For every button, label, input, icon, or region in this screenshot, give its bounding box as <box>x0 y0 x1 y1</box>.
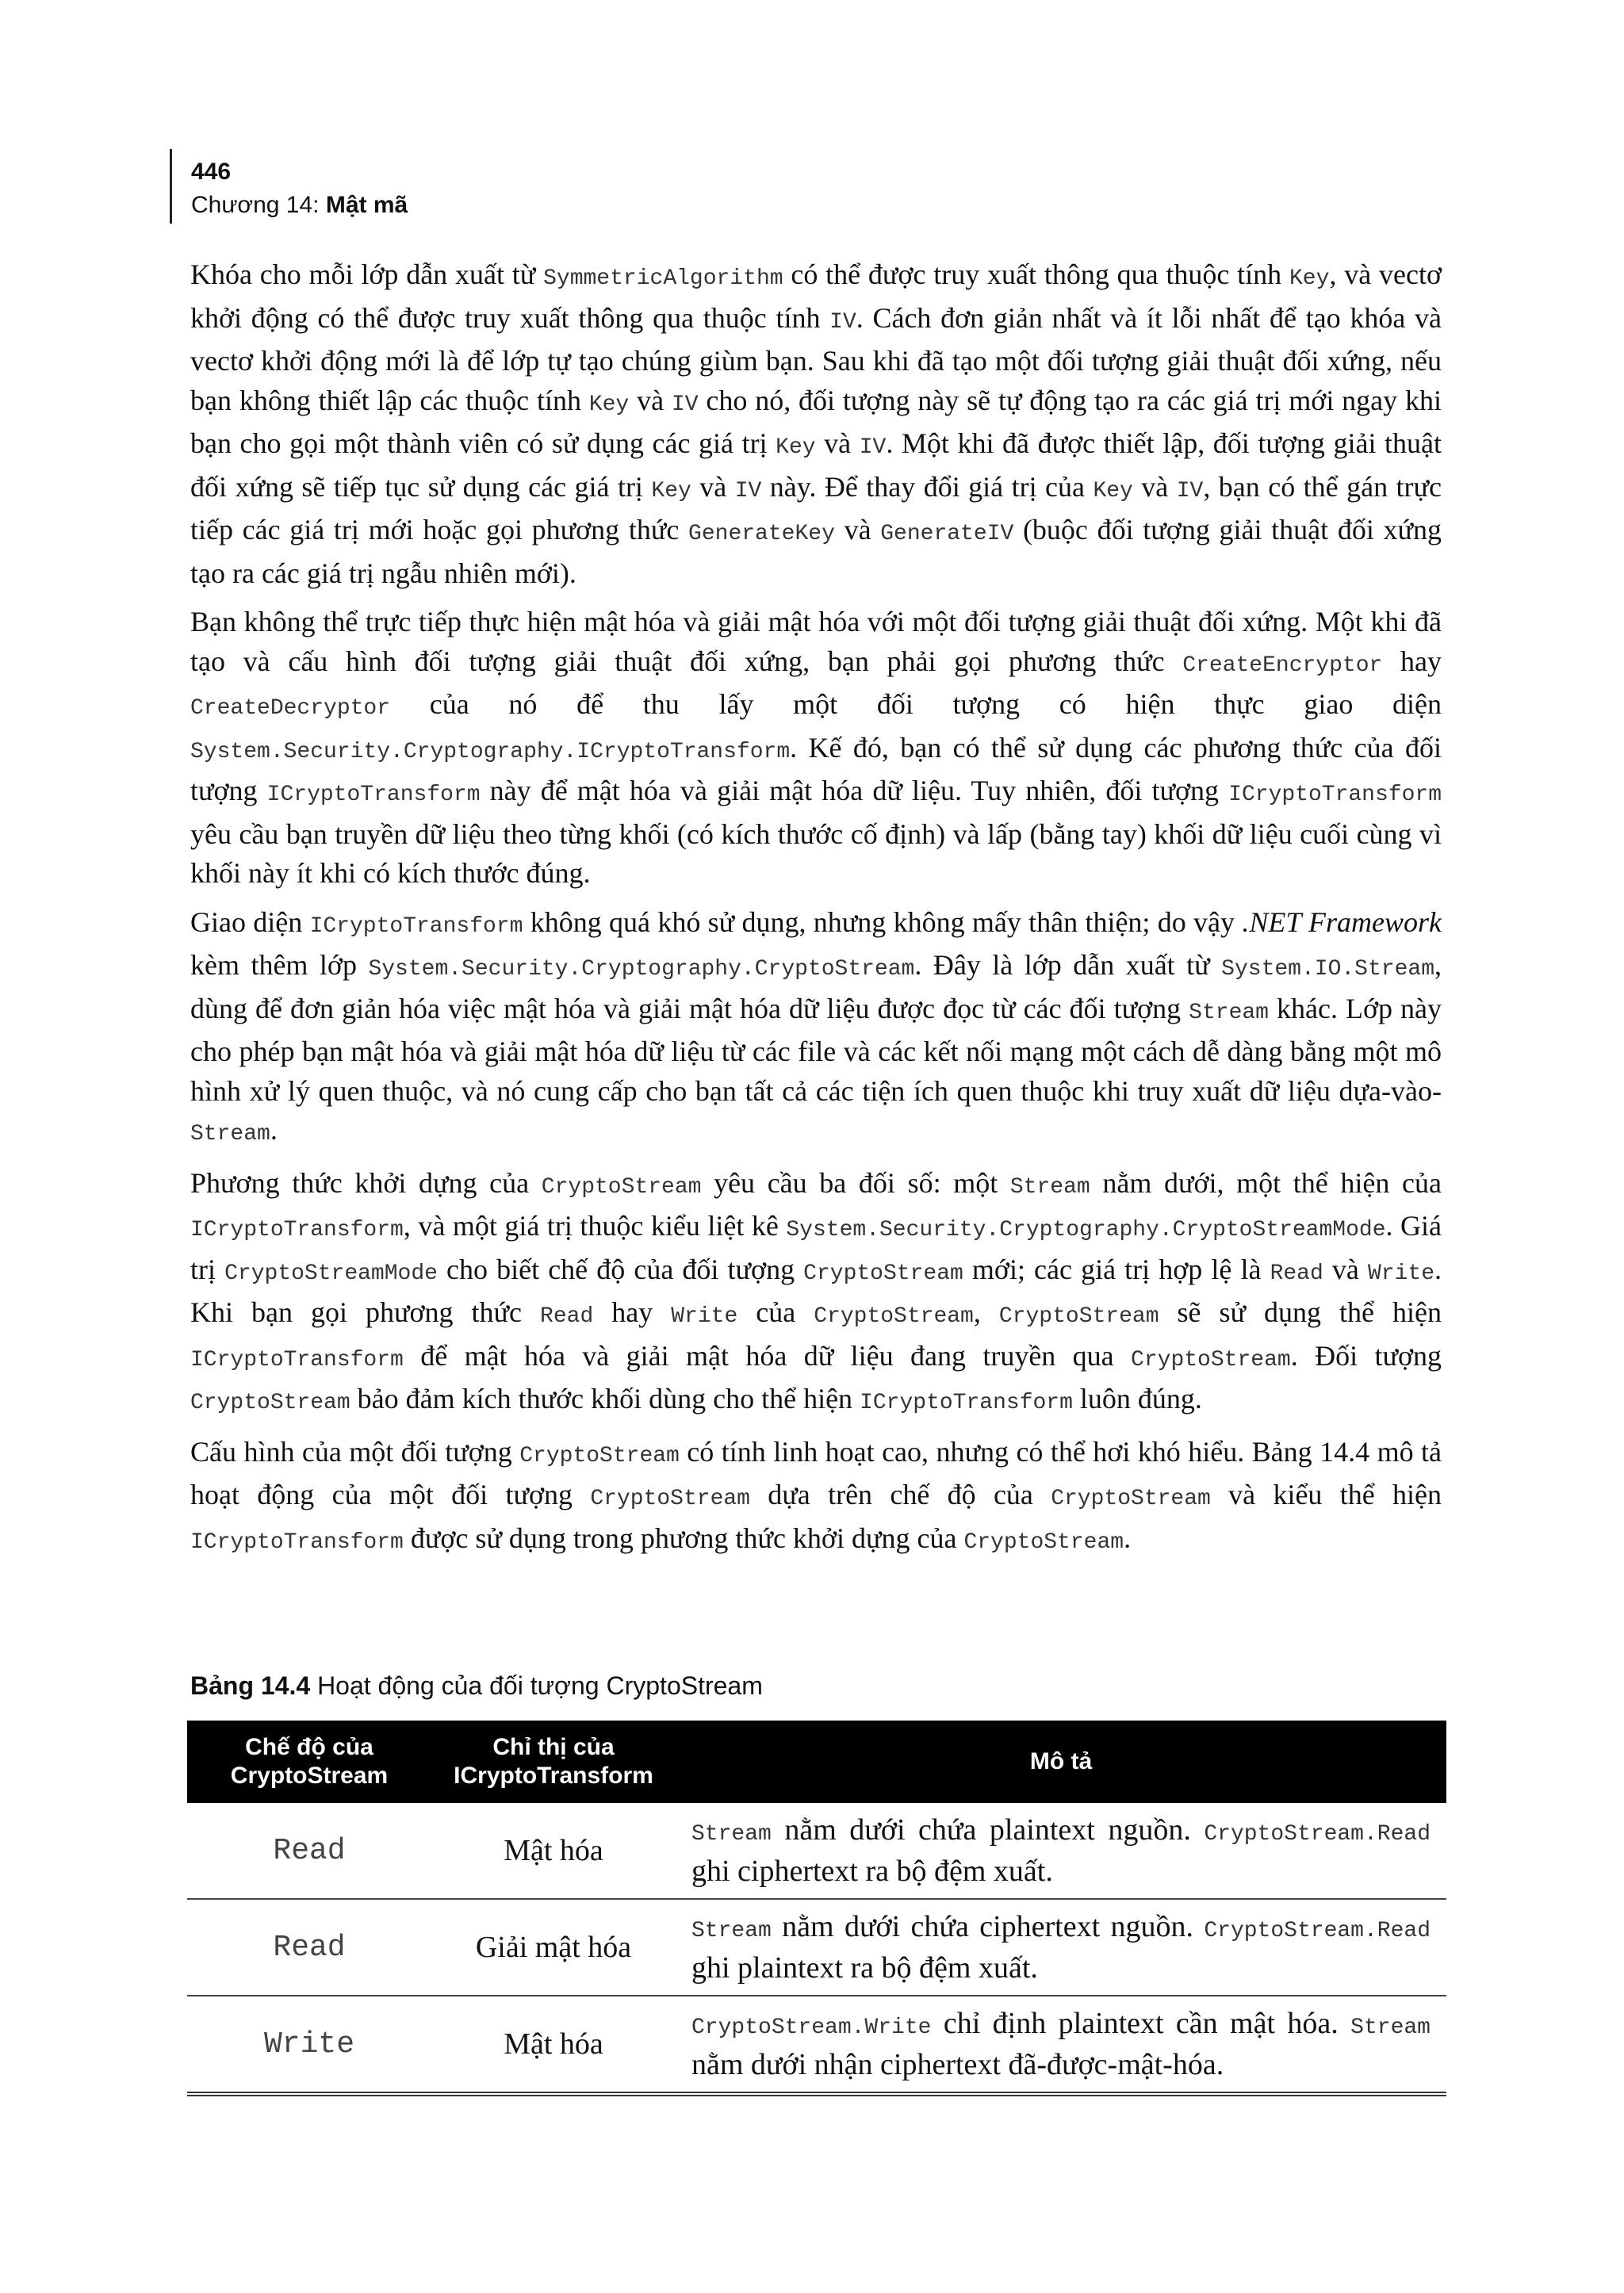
inline-code: Write <box>1367 1261 1434 1286</box>
inline-code: CryptoStream.Read <box>1204 1822 1431 1847</box>
cell-description: Stream nằm dưới chứa plaintext nguồn. CryptoStream.Read ghi ciphertext ra bộ đệm xuất. <box>676 1803 1446 1899</box>
inline-code: IV <box>734 478 762 503</box>
inline-code: Write <box>671 1304 738 1329</box>
inline-code: GenerateKey <box>688 522 835 546</box>
inline-code: Stream <box>1350 2015 1431 2040</box>
inline-code: CryptoStream <box>814 1304 974 1329</box>
chapter-heading <box>191 187 408 224</box>
inline-code: Stream <box>1009 1174 1090 1200</box>
inline-code: CryptoStream <box>190 1391 350 1415</box>
cell-mode: Write <box>187 1996 431 2094</box>
chapter-prefix: Chương 14: <box>191 192 326 218</box>
inline-code: CreateEncryptor <box>1182 653 1383 678</box>
inline-code: CryptoStream.Write <box>691 2015 932 2040</box>
inline-code: Key <box>588 392 630 417</box>
inline-code: CreateDecryptor <box>190 696 391 721</box>
inline-code: ICryptoTransform <box>190 1218 404 1242</box>
cell-mode: Read <box>187 1803 431 1899</box>
inline-code: CryptoStream <box>803 1261 963 1286</box>
inline-code: System.Security.Cryptography.ICryptoTransform <box>190 739 791 764</box>
table-row <box>187 1899 1446 1996</box>
inline-code: ICryptoTransform <box>860 1391 1073 1415</box>
inline-code: IV <box>671 392 699 417</box>
cell-mode: Read <box>187 1899 431 1996</box>
paragraph: Cấu hình của một đối tượng CryptoStream có tính linh hoạt cao, nhưng có thể hơi khó hiểu. Bảng 14.4 mô tả hoạt động của một đối tượng CryptoStream dựa trên chế độ của CryptoStream và kiểu thể hiện ICryptoTransform được sử dụng trong phương thức khởi dựng của CryptoStream. <box>190 1435 1442 1555</box>
inline-code: Key <box>651 478 691 503</box>
inline-code: CryptoStream <box>963 1529 1124 1555</box>
inline-code: Stream <box>1189 1000 1269 1025</box>
inline-code: Read <box>540 1304 594 1329</box>
inline-code: ICryptoTransform <box>190 1347 404 1372</box>
inline-code: Key <box>1093 478 1133 503</box>
cell-direction: Mật hóa <box>431 1996 676 2094</box>
table-caption-text: Hoạt động của đối tượng CryptoStream <box>310 1671 763 1700</box>
paragraph: Phương thức khởi dựng của CryptoStream yêu cầu ba đối số: một Stream nằm dưới, một thể hiện của ICryptoTransform, và một giá trị thuộc kiểu liệt kê System.Security.Cryptography.CryptoStreamMode. Giá trị CryptoStreamMode cho biết chế độ của đối tượng CryptoStream mới; các giá trị hợp lệ là Read và Write. Khi bạn gọi phương thức Read hay Write của CryptoStream, CryptoStream sẽ sử dụng thể hiện ICryptoTransform để mật hóa và giải mật hóa dữ liệu đang truyền qua CryptoStream. Đối tượng CryptoStream bảo đảm kích thước khối dùng cho thể hiện ICryptoTransform luôn đúng. <box>190 1166 1442 1415</box>
inline-code: ICryptoTransform <box>309 913 523 939</box>
table-caption <box>190 1671 763 1701</box>
inline-code: CryptoStream <box>519 1443 680 1468</box>
inline-code: ICryptoTransform <box>1228 783 1442 807</box>
cell-direction: Giải mật hóa <box>431 1899 676 1996</box>
body-text <box>190 255 1442 1571</box>
crypto-table <box>187 1721 1446 2096</box>
paragraph: Khóa cho mỗi lớp dẫn xuất từ SymmetricAlgorithm có thể được truy xuất thông qua thuộc tính Key, và vectơ khởi động có thể được truy xuất thông qua thuộc tính IV. Cách đơn giản nhất và ít lỗi nhất để tạo khóa và vectơ khởi động mới là để lớp tự tạo chúng giùm bạn. Sau khi đã tạo một đối tượng giải thuật đối xứng, nếu bạn không thiết lập các thuộc tính Key và IV cho nó, đối tượng này sẽ tự động tạo ra các giá trị mới ngay khi bạn cho gọi một thành viên có sử dụng các giá trị Key và IV. Một khi đã được thiết lập, đối tượng giải thuật đối xứng sẽ tiếp tục sử dụng các giá trị Key và IV này. Để thay đổi giá trị của Key và IV, bạn có thể gán trực tiếp các giá trị mới hoặc gọi phương thức GenerateKey và GenerateIV (buộc đối tượng giải thuật đối xứng tạo ra các giá trị ngẫu nhiên mới). <box>190 258 1442 589</box>
cell-description: Stream nằm dưới chứa ciphertext nguồn. CryptoStream.Read ghi plaintext ra bộ đệm xuất. <box>676 1899 1446 1996</box>
inline-code: Stream <box>691 1919 772 1943</box>
inline-code: Stream <box>190 1122 270 1146</box>
inline-code: ICryptoTransform <box>190 1529 404 1555</box>
inline-code: CryptoStreamMode <box>224 1261 438 1286</box>
inline-code: CryptoStream <box>590 1487 750 1511</box>
inline-code: Key <box>1289 266 1330 291</box>
cell-description: CryptoStream.Write chỉ định plaintext cần mật hóa. Stream nằm dưới nhận ciphertext đã-được-mật-hóa. <box>676 1996 1446 2094</box>
inline-code: Read <box>1270 1261 1323 1286</box>
inline-code: IV <box>829 309 856 335</box>
chapter-title: Mật mã <box>325 192 408 218</box>
inline-code: CryptoStream <box>998 1304 1159 1329</box>
inline-code: System.IO.Stream <box>1221 957 1434 982</box>
italic-term: .NET Framework <box>1242 905 1442 938</box>
cell-direction: Mật hóa <box>431 1803 676 1899</box>
table-row <box>187 1803 1446 1899</box>
page-header <box>170 149 408 224</box>
inline-code: CryptoStream.Read <box>1204 1919 1431 1943</box>
header-direction: Chỉ thị của ICryptoTransform <box>431 1721 676 1803</box>
paragraph: Bạn không thể trực tiếp thực hiện mật hóa và giải mật hóa với một đối tượng giải thuật đối xứng. Một khi đã tạo và cấu hình đối tượng giải thuật đối xứng, bạn phải gọi phương thức CreateEncryptor hay CreateDecryptor của nó để thu lấy một đối tượng có hiện thực giao diện System.Security.Cryptography.ICryptoTransform. Kế đó, bạn có thể sử dụng các phương thức của đối tượng ICryptoTransform này để mật hóa và giải mật hóa dữ liệu. Tuy nhiên, đối tượng ICryptoTransform yêu cầu bạn truyền dữ liệu theo từng khối (có kích thước cố định) và lấp (bằng tay) khối dữ liệu cuối cùng vì khối này ít khi có kích thước đúng. <box>190 606 1442 889</box>
inline-code: Key <box>776 435 816 460</box>
page-number: 446 <box>191 159 232 185</box>
paragraph: Giao diện ICryptoTransform không quá khó sử dụng, nhưng không mấy thân thiện; do vậy .NET Framework kèm thêm lớp System.Security.Cryptography.CryptoStream. Đây là lớp dẫn xuất từ System.IO.Stream, dùng để đơn giản hóa việc mật hóa và giải mật hóa dữ liệu được đọc từ các đối tượng Stream khác. Lớp này cho phép bạn mật hóa và giải mật hóa dữ liệu từ các file và các kết nối mạng một cách dễ dàng bằng một mô hình xử lý quen thuộc, và nó cung cấp cho bạn tất cả các tiện ích quen thuộc khi truy xuất dữ liệu dựa-vào-Stream. <box>190 905 1442 1146</box>
inline-code: Stream <box>691 1822 772 1847</box>
inline-code: CryptoStream <box>1131 1347 1291 1372</box>
inline-code: IV <box>859 435 887 460</box>
table-header-row <box>187 1721 1446 1803</box>
inline-code: CryptoStream <box>541 1174 702 1200</box>
table-caption-label: Bảng 14.4 <box>190 1671 311 1700</box>
inline-code: IV <box>1176 478 1204 503</box>
table-row <box>187 1996 1446 2094</box>
header-description: Mô tả <box>676 1721 1446 1803</box>
inline-code: GenerateIV <box>880 522 1014 546</box>
inline-code: CryptoStream <box>1051 1487 1211 1511</box>
inline-code: SymmetricAlgorithm <box>543 266 783 291</box>
header-mode: Chế độ của CryptoStream <box>187 1721 431 1803</box>
inline-code: ICryptoTransform <box>266 783 481 807</box>
inline-code: System.Security.Cryptography.CryptoStream <box>368 957 915 982</box>
inline-code: System.Security.Cryptography.CryptoStreamMode <box>786 1218 1386 1242</box>
